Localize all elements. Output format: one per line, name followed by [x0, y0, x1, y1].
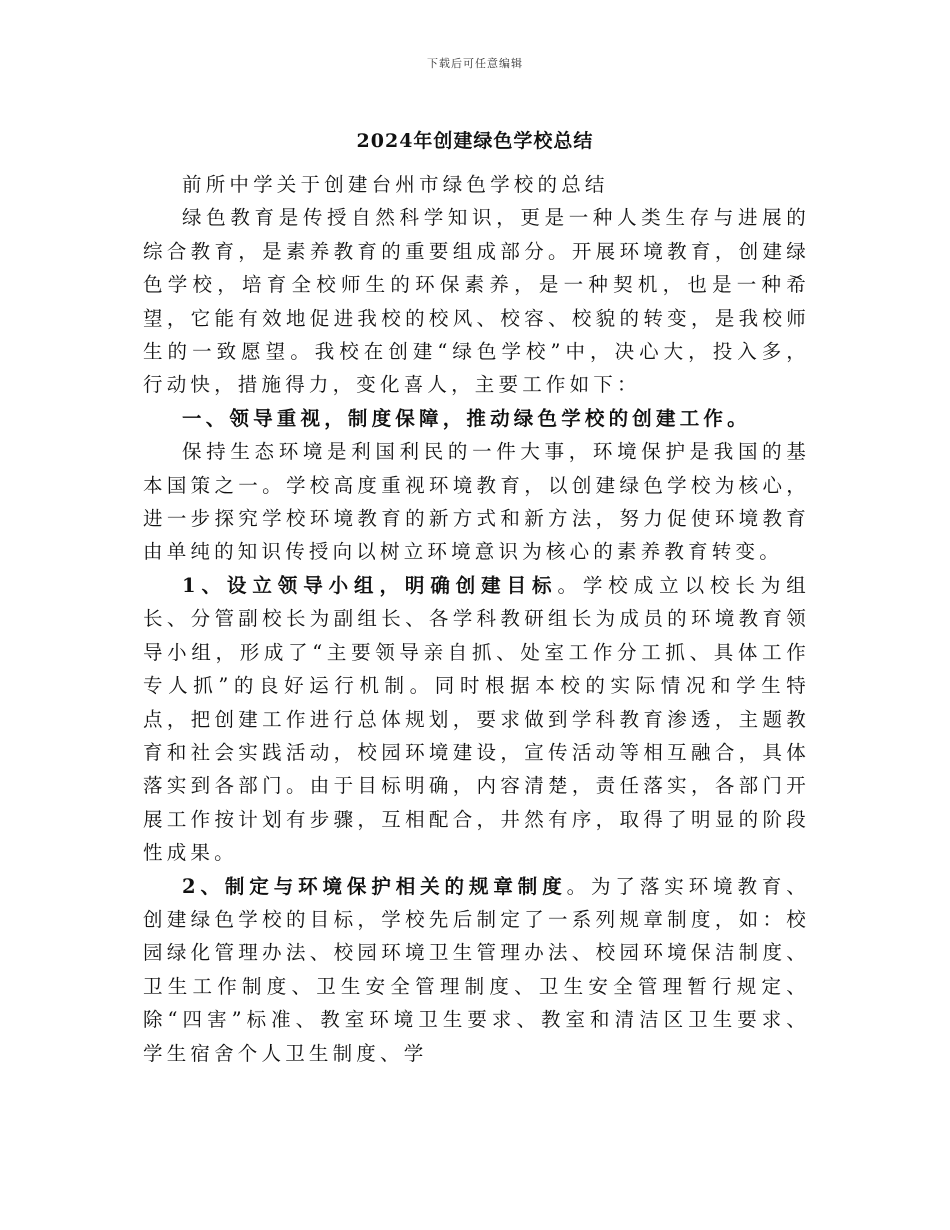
item-1-text: 。学校成立以校长为组长、分管副校长为副组长、各学科教研组长为成员的环境教育领导小组，形成了“主要领导亲自抓、处室工作分工抓、具体工作专人抓”的良好运行机制。同时根据本校的实际情况和学生特点，把创建工作进行总体规划，要求做到学科教育渗透，主题教育和社会实践活动，校园环境建设，宣传活动等相互融合，具体落实到各部门。由于目标明确，内容清楚，责任落实，各部门开展工作按计划有步骤，互相配合，井然有序，取得了明显的阶段性成果。	[143, 573, 810, 865]
document-body	[143, 168, 810, 1070]
document-title: 2024年创建绿色学校总结	[356, 130, 594, 152]
document-subtitle: 前所中学关于创建台州市绿色学校的总结	[182, 173, 609, 196]
section-1-paragraph: 保持生态环境是利国利民的一件大事，环境保护是我国的基本国策之一。学校高度重视环境教育，以创建绿色学校为核心，进一步探究学校环境教育的新方式和新方法，努力促使环境教育由单纯的知识传授向以树立环境意识为核心的素养教育转变。	[143, 440, 810, 564]
item-2-text: 。为了落实环境教育、创建绿色学校的目标，学校先后制定了一系列规章制度，如：校园绿化管理办法、校园环境卫生管理办法、校园环境保洁制度、卫生工作制度、卫生安全管理制度、卫生安全管理暂行规定、除“四害”标准、教室环境卫生要求、教室和清洁区卫生要求、学生宿舍个人卫生制度、学	[143, 874, 810, 1065]
item-2-lead: 2、制定与环境保护相关的规章制度	[182, 874, 567, 898]
item-1-lead: 1、设立领导小组，明确创建目标	[182, 573, 558, 597]
page-header: 下载后可任意编辑	[427, 57, 523, 70]
intro-paragraph: 绿色教育是传授自然科学知识，更是一种人类生存与进展的综合教育，是素养教育的重要组成部分。开展环境教育，创建绿色学校，培育全校师生的环保素养，是一种契机，也是一种希望，它能有效地促进我校的校风、校容、校貌的转变，是我校师生的一致愿望。我校在创建“绿色学校”中，决心大，投入多，行动快，措施得力，变化喜人，主要工作如下：	[143, 206, 810, 397]
section-1-heading: 一、领导重视，制度保障，推动绿色学校的创建工作。	[182, 406, 751, 430]
item-2-paragraph	[143, 870, 810, 1070]
item-1-paragraph	[143, 569, 810, 870]
